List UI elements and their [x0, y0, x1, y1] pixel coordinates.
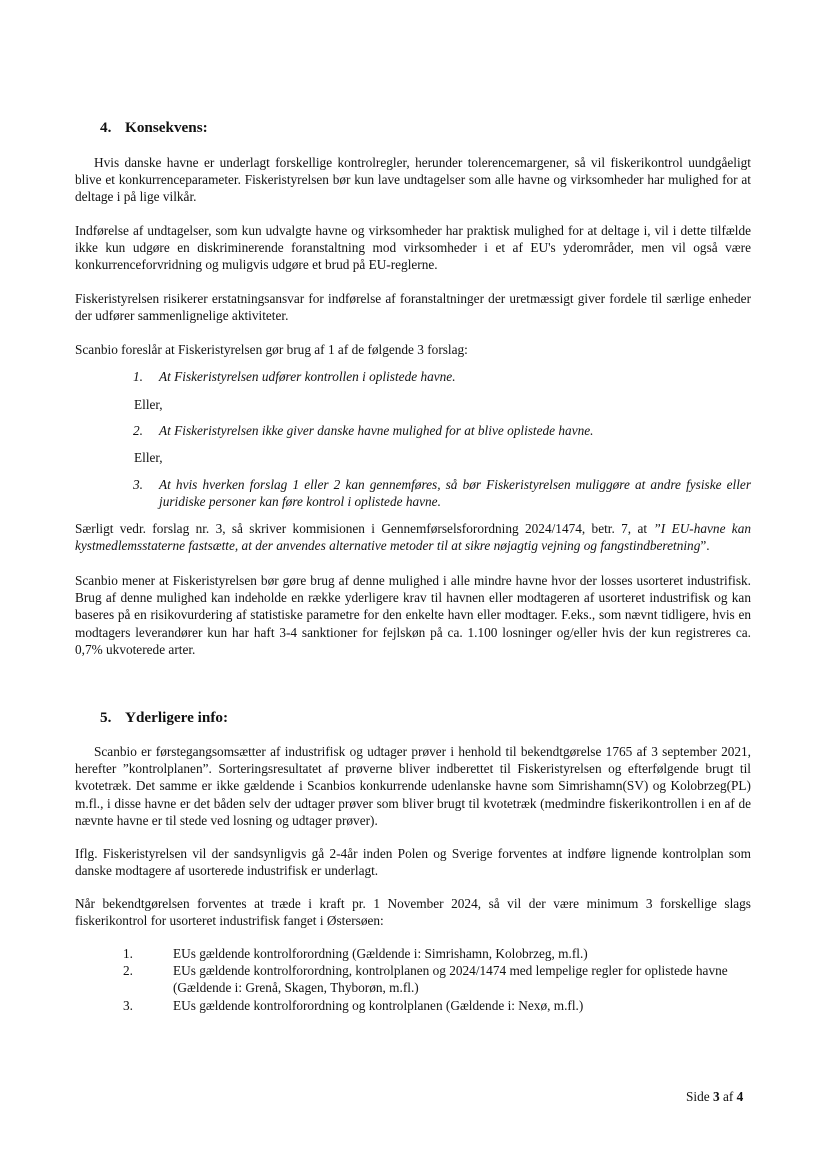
control-list-item-1: [123, 945, 751, 962]
proposal-number: 2.: [133, 423, 143, 438]
section-4-paragraph-5: [75, 520, 751, 554]
footer-middle: af: [719, 1089, 737, 1104]
list-number: 1.: [123, 946, 133, 961]
paragraph-5-end: ”.: [700, 538, 710, 554]
control-list-item-2: [123, 962, 751, 996]
footer-prefix: Side: [686, 1089, 713, 1104]
footer-total-pages: 4: [736, 1089, 744, 1104]
section-4-paragraph-6: Scanbio mener at Fiskeristyrelsen bør gøre brug af denne mulighed i alle mindre havne hvor der losses usorteret industrifisk. Brug af denne mulighed kan indeholde en række yderligere krav til havnen eller modtageren af usorteret industrifisk og kan baseres på en risikovurdering af statistiske parametre for den enkelte havn eller modtager. F.eks., som nævnt tidligere, hvis en modtagers leverandører kun har haft 3-4 sanktioner for fejlskøn på ca. 1.100 losninger og/eller hvis der kun registreres ca. 0,7% ukvoterede arter.: [75, 573, 751, 657]
section-5-paragraph-1: Scanbio er førstegangsomsætter af industrifisk og udtager prøver i henhold til bekendtgørelse 1765 af 3 september 2021, herefter ”kontrolplanen”. Sorteringsresultatet af prøverne bliver indberettet til Fiskeristyrelsen og efterfølgende brugt til kvotetræk. Det samme er ikke gældende i Scanbios konkurrende udenlanske havne som Simrishamn(SV) og Kolobrzeg(PL) m.fl., i disse havne er det båden selv der udtager prøver som bliver brugt til kvotetræk (medmindre fiskerikontrollen i en af de nævnte havne er til stede ved losning og udtager prøver).: [75, 744, 751, 828]
eller-text-2: Eller,: [134, 450, 163, 465]
section-4-paragraph-1: Hvis danske havne er underlagt forskellige kontrolregler, herunder tolerencemargener, så vil fiskerikontrol uundgåeligt blive et konkurrenceparameter. Fiskeristyrelsen bør kun lave undtagelser som alle havne og virksomheder har mulighed for at deltage i på lige vilkår.: [75, 155, 751, 205]
paragraph-5-quote: ”I EU-havne kan kystmedlemsstaterne fastsætte, at der anvendes alternative metoder til at sikre nøjagtig vejning og fangstindberetning: [75, 521, 752, 554]
section-4-paragraph-2: Indførelse af undtagelser, som kun udvalgte havne og virksomheder har praktisk mulighed for at deltage i, vil i dette tilfælde ikke kun udgøre en diskriminerende foranstaltning mod virksomheder i et af EU's yderområder, men vil også være konkurrenceforvridning og muligvis udgøre et brud på EU-reglerne.: [75, 223, 751, 273]
page-footer: [686, 1088, 743, 1105]
section-4-paragraph-4: Scanbio foreslår at Fiskeristyrelsen gør brug af 1 af de følgende 3 forslag:: [75, 342, 468, 357]
section-5-paragraph-3: Når bekendtgørelsen forventes at træde i kraft pr. 1 November 2024, så vil der være minimum 3 forskellige slags fiskerikontrol for usorteret industrifisk fanget i Østersøen:: [75, 896, 751, 929]
proposal-text: At Fiskeristyrelsen udfører kontrollen i oplistede havne.: [159, 369, 456, 384]
section-4-heading: [100, 118, 208, 137]
section-5-heading: [100, 708, 228, 727]
list-number: 2.: [123, 963, 133, 978]
proposal-item-1: [133, 368, 751, 385]
section-5-title: Yderligere info:: [125, 709, 229, 726]
proposal-item-2: [133, 422, 751, 439]
list-number: 3.: [123, 998, 133, 1013]
section-5-number: 5.: [100, 709, 112, 726]
section-4-title: Konsekvens:: [125, 119, 208, 136]
footer-current-page: 3: [712, 1089, 720, 1104]
eller-text-1: Eller,: [134, 397, 163, 412]
section-4-number: 4.: [100, 119, 112, 136]
proposal-item-3: [133, 476, 751, 510]
proposal-number: 3.: [133, 477, 143, 492]
list-text: EUs gældende kontrolforordning (Gældende i: Simrishamn, Kolobrzeg, m.fl.): [173, 946, 588, 961]
proposal-number: 1.: [133, 369, 143, 384]
section-4-paragraph-3: Fiskeristyrelsen risikerer erstatningsansvar for indførelse af foranstaltninger der uretmæssigt giver fordele til særlige enheder der udfører sammenlignelige aktiviteter.: [75, 291, 751, 324]
proposal-text: At Fiskeristyrelsen ikke giver danske havne mulighed for at blive oplistede havne.: [159, 423, 594, 438]
paragraph-5-lead: Særligt vedr. forslag nr. 3, så skriver kommisionen i Gennemførselsforordning 2024/1474, betr. 7, at: [75, 521, 654, 536]
proposal-text: At hvis hverken forslag 1 eller 2 kan gennemføres, så bør Fiskeristyrelsen muliggøre at andre fysiske eller juridiske personer kan føre kontrol i oplistede havne.: [159, 477, 751, 510]
list-text: EUs gældende kontrolforordning og kontrolplanen (Gældende i: Nexø, m.fl.): [173, 998, 584, 1013]
control-list-item-3: [123, 997, 751, 1014]
list-text: EUs gældende kontrolforordning, kontrolplanen og 2024/1474 med lempelige regler for oplistede havne (Gældende i: Grenå, Skagen, Thyborøn, m.fl.): [173, 963, 728, 996]
section-5-paragraph-2: Iflg. Fiskeristyrelsen vil der sandsynligvis gå 2-4år inden Polen og Sverige forventes at indføre lignende kontrolplan som danske modtagere af usorterede industrifisk er underlagt.: [75, 846, 751, 879]
